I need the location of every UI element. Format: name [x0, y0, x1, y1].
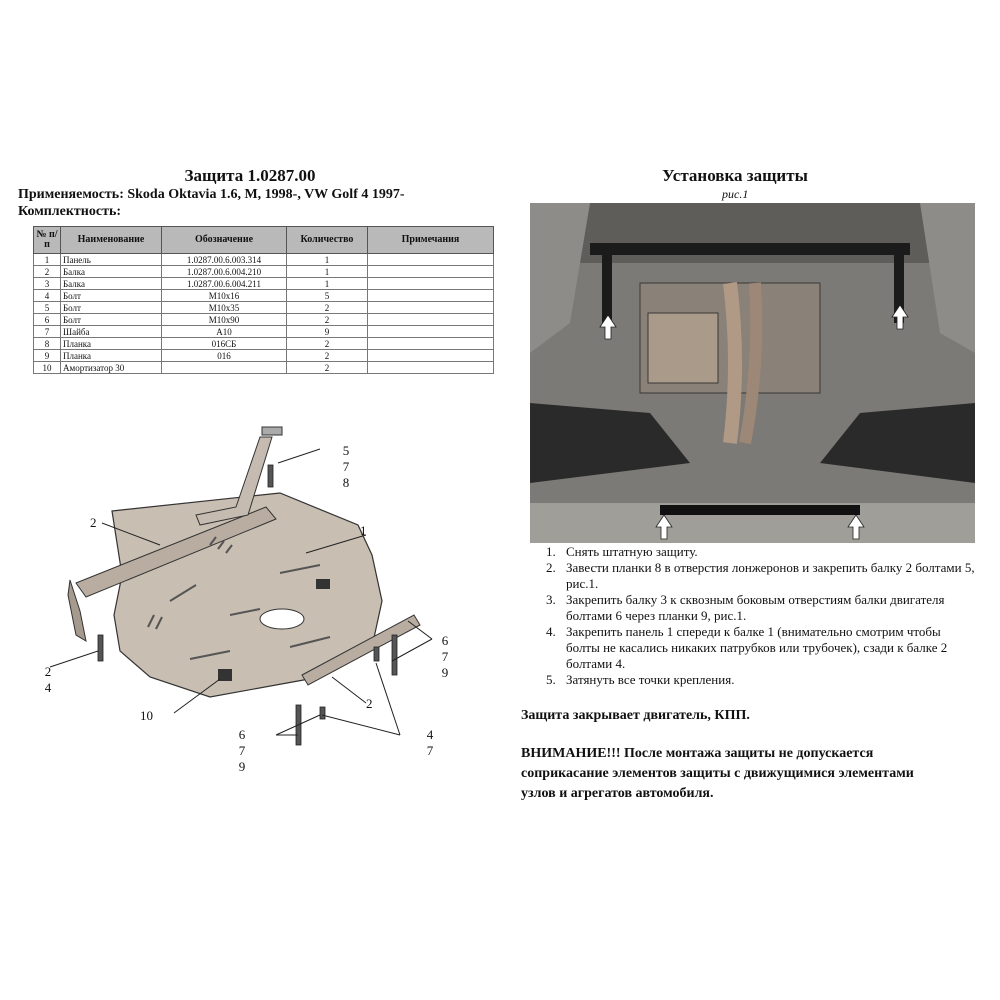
row-name: Планка — [61, 338, 162, 350]
document-title: Защита 1.0287.00 — [184, 166, 316, 185]
callout-4-7 — [420, 727, 440, 759]
row-name: Балка — [61, 266, 162, 278]
callout-6: 6 — [238, 727, 246, 742]
row-designation: A10 — [162, 326, 287, 338]
strap-clip — [262, 427, 282, 435]
row-quantity: 1 — [287, 266, 368, 278]
completeness-label: Комплектность: — [18, 204, 122, 219]
row-notes — [368, 362, 494, 374]
warning-note: ВНИМАНИЕ!!! После монтажа защиты не допускается соприкасание элементов защиты с движущимися элементами узлов и агрегатов автомобиля. — [521, 746, 914, 801]
callout-9: 9 — [238, 759, 246, 774]
table-row — [34, 338, 494, 350]
row-name: Балка — [61, 278, 162, 290]
row-quantity: 2 — [287, 302, 368, 314]
col-name: Наименование — [61, 227, 162, 254]
callout-7: 7 — [441, 649, 449, 664]
callout-9: 9 — [441, 665, 449, 680]
callout-10: 10 — [140, 708, 153, 723]
row-designation: M10x16 — [162, 290, 287, 302]
row-quantity: 2 — [287, 350, 368, 362]
row-notes — [368, 278, 494, 290]
installation-steps — [546, 544, 976, 688]
step-2: 2. Завести планки 8 в отверстия лонжеронов и закрепить балку 2 болтами 5, рис.1. — [546, 560, 975, 591]
table-row — [34, 290, 494, 302]
row-designation — [162, 362, 287, 374]
step-3: 3. Закрепить балку 3 к сквозным боковым отверстиям балки двигателя болтами 6 через планки 9, рис.1. — [546, 592, 945, 623]
callout-2: 2 — [44, 664, 52, 679]
row-number: 9 — [34, 350, 61, 362]
callout-2-bottom: 2 — [366, 696, 373, 711]
col-number: № п/п — [34, 227, 61, 254]
row-name: Болт — [61, 290, 162, 302]
table-row — [34, 362, 494, 374]
callout-2-top: 2 — [90, 515, 97, 530]
callout-4: 4 — [426, 727, 434, 742]
row-number: 2 — [34, 266, 61, 278]
callout-4: 4 — [44, 680, 52, 695]
table-row — [34, 266, 494, 278]
callout-7: 7 — [342, 459, 350, 474]
row-designation: 016СБ — [162, 338, 287, 350]
row-quantity: 9 — [287, 326, 368, 338]
parts-table-header — [34, 227, 494, 254]
table-row — [34, 302, 494, 314]
applicability-line: Применяемость: Skoda Oktavia 1.6, M, 1998-, VW Golf 4 1997- — [18, 187, 405, 202]
row-designation: M10x90 — [162, 314, 287, 326]
row-quantity: 2 — [287, 362, 368, 374]
damper-top — [316, 579, 330, 589]
row-notes — [368, 266, 494, 278]
row-designation: 1.0287.00.6.003.314 — [162, 254, 287, 266]
row-name: Болт — [61, 314, 162, 326]
row-quantity: 2 — [287, 338, 368, 350]
installation-title: Установка защиты — [662, 166, 808, 185]
row-name: Панель — [61, 254, 162, 266]
callout-6-7-9-bottom — [232, 727, 252, 775]
row-name: Болт — [61, 302, 162, 314]
step-1: 1. Снять штатную защиту. — [546, 544, 698, 559]
row-notes — [368, 254, 494, 266]
row-designation: M10x35 — [162, 302, 287, 314]
callout-7: 7 — [238, 743, 246, 758]
table-row — [34, 314, 494, 326]
table-row — [34, 254, 494, 266]
row-number: 8 — [34, 338, 61, 350]
row-number: 3 — [34, 278, 61, 290]
row-notes — [368, 290, 494, 302]
row-number: 10 — [34, 362, 61, 374]
col-designation: Обозначение — [162, 227, 287, 254]
row-notes — [368, 350, 494, 362]
row-notes — [368, 314, 494, 326]
col-quantity: Количество — [287, 227, 368, 254]
row-quantity: 1 — [287, 278, 368, 290]
callout-5: 5 — [342, 443, 350, 458]
row-number: 5 — [34, 302, 61, 314]
panel-oval-hole — [260, 609, 304, 629]
callout-8: 8 — [342, 475, 350, 490]
covers-note: Защита закрывает двигатель, КПП. — [521, 708, 750, 723]
row-quantity: 5 — [287, 290, 368, 302]
callout-6: 6 — [441, 633, 449, 648]
row-name: Амортизатор 30 — [61, 362, 162, 374]
row-number: 7 — [34, 326, 61, 338]
callout-5-7-8 — [336, 443, 356, 491]
row-notes — [368, 326, 494, 338]
callout-1: 1 — [360, 523, 367, 538]
row-designation: 1.0287.00.6.004.210 — [162, 266, 287, 278]
col-notes: Примечания — [368, 227, 494, 254]
row-name: Планка — [61, 350, 162, 362]
callout-7: 7 — [426, 743, 434, 758]
installation-photo — [530, 203, 975, 543]
step-5: 5. Затянуть все точки крепления. — [546, 672, 735, 687]
table-row — [34, 350, 494, 362]
row-number: 4 — [34, 290, 61, 302]
row-number: 1 — [34, 254, 61, 266]
row-quantity: 1 — [287, 254, 368, 266]
row-name: Шайба — [61, 326, 162, 338]
row-notes — [368, 338, 494, 350]
figure-label: рис.1 — [722, 187, 749, 201]
row-number: 6 — [34, 314, 61, 326]
step-4: 4. Закрепить панель 1 спереди к балке 1 (внимательно смотрим чтобы болты не касались никаких патрубков или трубочек), сзади к балке 2 болтами 4. — [546, 624, 948, 671]
table-row — [34, 278, 494, 290]
row-designation: 1.0287.00.6.004.211 — [162, 278, 287, 290]
callout-6-7-9-right — [435, 633, 455, 681]
table-row — [34, 326, 494, 338]
row-quantity: 2 — [287, 314, 368, 326]
parts-table — [33, 226, 494, 374]
callout-2-4-left — [40, 664, 56, 696]
row-notes — [368, 302, 494, 314]
row-designation: 016 — [162, 350, 287, 362]
